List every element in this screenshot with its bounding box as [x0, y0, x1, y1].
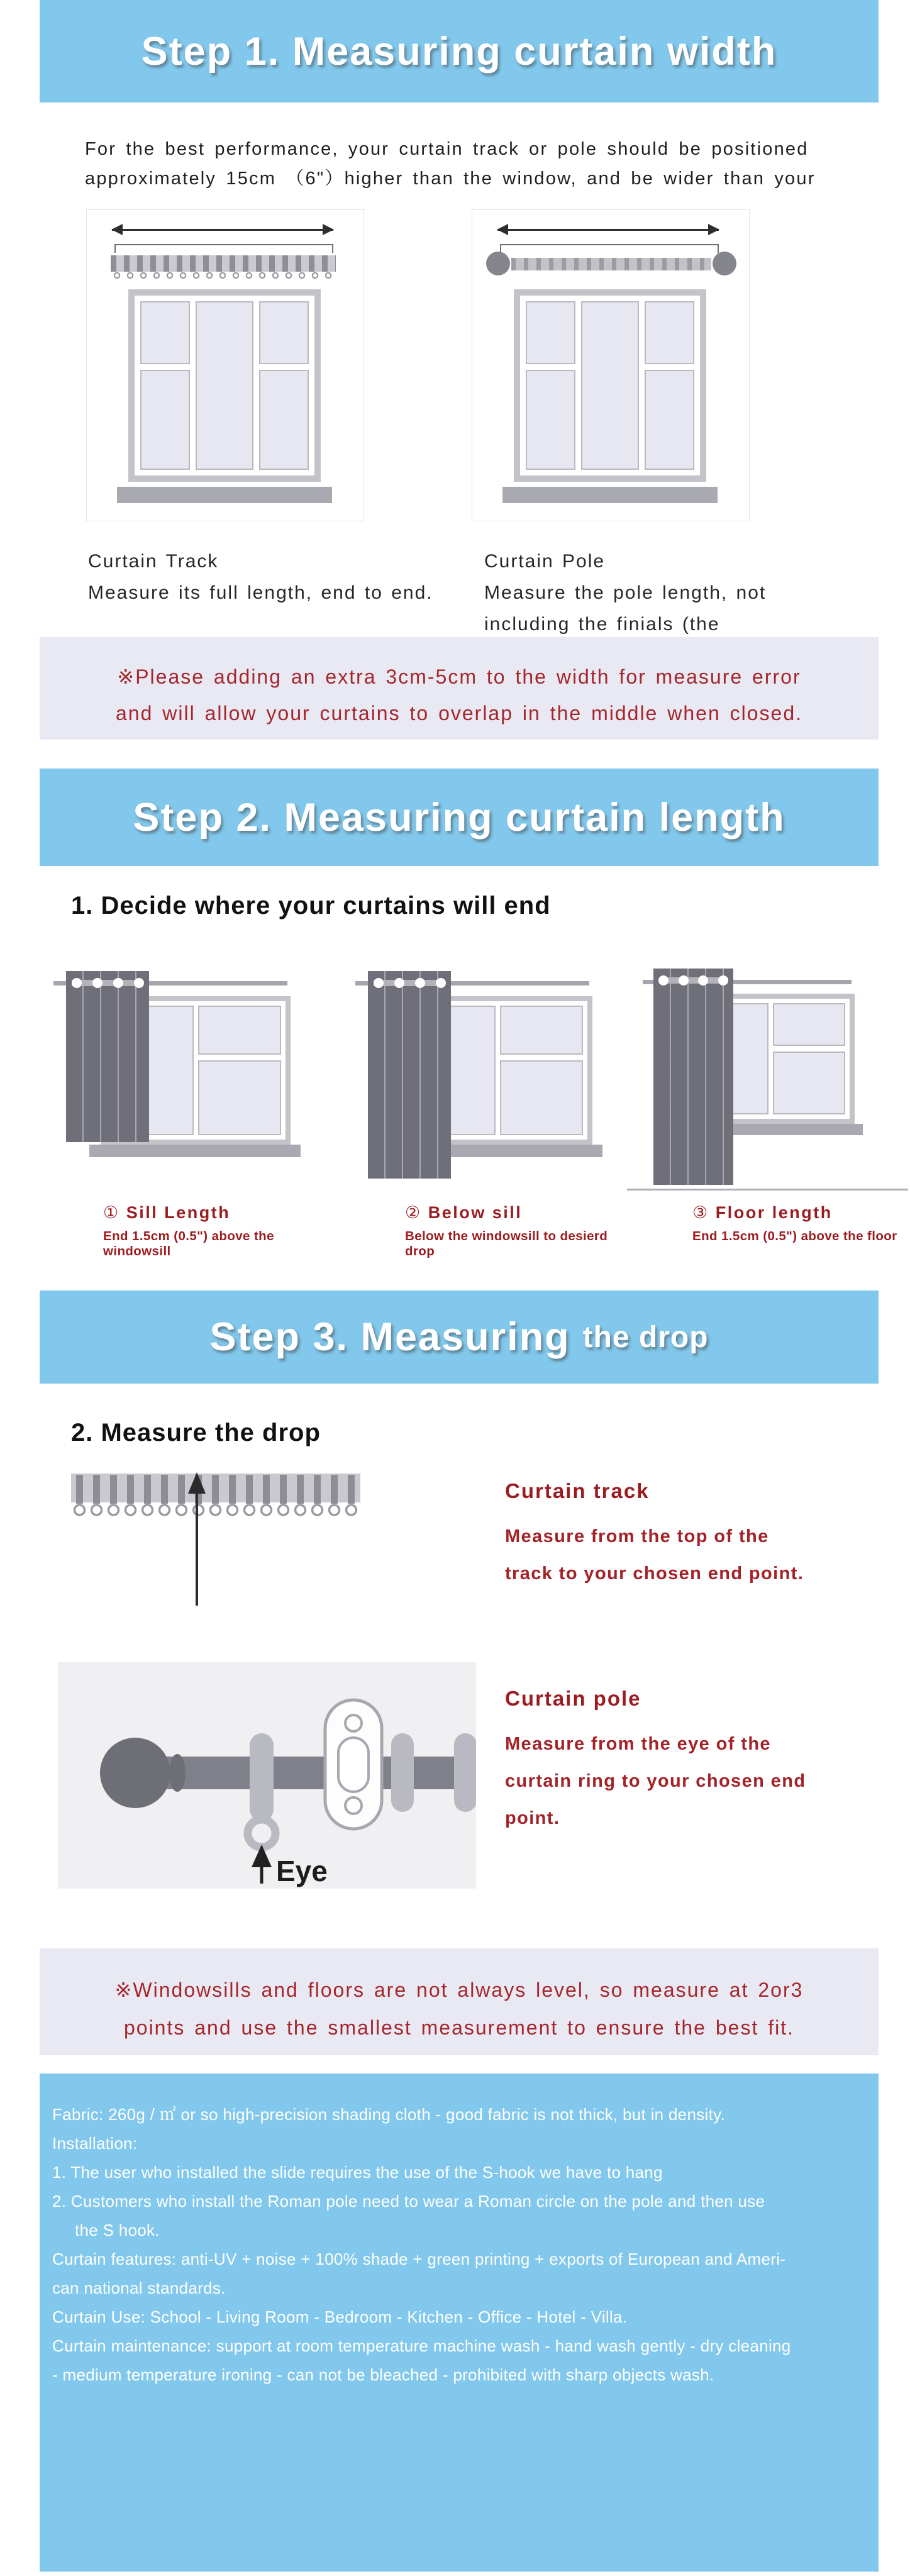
option-floor-length: [627, 943, 910, 1244]
grommet-band: [653, 972, 733, 989]
curtain-track-drop-text: [505, 1479, 804, 1592]
intro-line-1: For the best performance, your curtain track or pole should be positioned: [85, 139, 809, 159]
footer-line: Curtain maintenance: support at room temperature machine wash - hand wash gently - dry cleaning: [52, 2336, 791, 2355]
measure-bracket: [500, 244, 719, 253]
footer-line: the S hook.: [75, 2221, 160, 2240]
step3-banner-title: Step 3. Measuring: [209, 1315, 570, 1359]
curtain-track-caption: [88, 546, 484, 640]
curtain-track-line2: track to your chosen end point.: [505, 1563, 804, 1584]
curtain-pole-line1: Measure from the eye of the: [505, 1734, 771, 1754]
footer-line: 2. Customers who install the Roman pole need to wear a Roman circle on the pole and then use: [52, 2192, 765, 2211]
pole-drop-diagram: [58, 1662, 476, 1889]
curtain-ring: [250, 1733, 274, 1821]
step2-banner: [40, 769, 879, 866]
width-note-line2: and will allow your curtains to overlap in the middle when closed.: [115, 702, 803, 724]
curtain-graphic: [66, 971, 149, 1142]
footer-line: Curtain features: anti-UV + noise + 100% shade + green printing + exports of European and Ameri-: [52, 2250, 786, 2268]
option1-desc: End 1.5cm (0.5") above the windowsill: [103, 1229, 274, 1258]
grommet-band: [368, 975, 451, 991]
footer-line: - medium temperature ironing - can not be bleached - prohibited with sharp objects wash.: [52, 2365, 714, 2384]
curtain-ring: [391, 1733, 414, 1812]
curtain-track-diagram: [86, 209, 364, 521]
curtain-pole-caption-line2: including the finials (the: [484, 614, 720, 635]
level-note-box: [40, 1948, 879, 2055]
curtain-pole-title: Curtain pole: [505, 1687, 641, 1710]
curtain-pole-caption-line1: Measure the pole length, not: [484, 582, 767, 603]
below-sill-diagram: [340, 943, 623, 1192]
step1-intro-text: [85, 135, 816, 194]
product-info-footer: [40, 2074, 879, 2572]
footer-line: Fabric: 260g / ㎡ or so high-precision shading cloth - good fabric is not thick, but in density.: [52, 2105, 725, 2124]
step3-banner: [40, 1291, 879, 1384]
footer-line: Installation:: [52, 2134, 138, 2153]
option3-title: ③ Floor length: [692, 1203, 833, 1222]
floor-line: [627, 1189, 908, 1191]
grommet-band: [66, 975, 149, 991]
step1-captions: [88, 546, 862, 640]
step3-banner-subtitle: the drop: [582, 1320, 709, 1354]
curtain-graphic: [368, 971, 451, 1179]
curtain-pole-caption-title: Curtain Pole: [484, 551, 606, 572]
curtain-pole-caption: [484, 546, 862, 640]
option1-title: ① Sill Length: [103, 1203, 231, 1222]
window-graphic: [128, 289, 321, 482]
windowsill-graphic: [117, 487, 332, 503]
pole-finial-right: [713, 252, 736, 275]
option1-number: ①: [103, 1203, 120, 1222]
pole-finial: [100, 1738, 170, 1808]
step1-banner-title: Step 1. Measuring curtain width: [141, 29, 777, 74]
curtain-pole-line3: point.: [505, 1808, 560, 1828]
curtain-track-caption-line: Measure its full length, end to end.: [88, 582, 433, 603]
windowsill-graphic: [502, 487, 718, 503]
option-sill-length: [38, 943, 321, 1259]
footer-line: 1. The user who installed the slide requires the use of the S-hook we have to hang: [52, 2163, 663, 2182]
option3-desc: End 1.5cm (0.5") above the floor: [692, 1229, 897, 1243]
curtain-track-caption-title: Curtain Track: [88, 551, 219, 572]
width-note-line1: ※Please adding an extra 3cm-5cm to the width for measure error: [117, 665, 801, 688]
option2-title: ② Below sill: [405, 1203, 523, 1222]
pole-finial-left: [486, 252, 510, 275]
intro-line-2: approximately 15cm （6"）higher than the window, and be wider than your: [85, 169, 816, 189]
option3-number: ③: [692, 1203, 709, 1222]
curtain-graphic: [653, 969, 733, 1185]
width-note-box: [40, 637, 879, 740]
curtain-pole-graphic: [511, 258, 711, 270]
curtain-pole-diagram: [472, 209, 750, 521]
step2-heading: 1. Decide where your curtains will end: [71, 892, 551, 919]
step1-banner: [40, 0, 879, 103]
floor-length-diagram: [627, 943, 910, 1192]
measure-bracket: [114, 244, 333, 253]
eye-label: Eye: [276, 1855, 328, 1887]
curtain-track-title: Curtain track: [505, 1479, 650, 1502]
width-arrow-icon: [112, 229, 333, 231]
level-note-line2: points and use the smallest measurement to ensure the best fit.: [123, 2016, 795, 2039]
curtain-pole-line2: curtain ring to your chosen end: [505, 1771, 806, 1791]
curtain-track-line1: Measure from the top of the: [505, 1526, 769, 1546]
step3-heading: 2. Measure the drop: [71, 1419, 321, 1446]
footer-line: Curtain Use: School - Living Room - Bedroom - Kitchen - Office - Hotel - Villa.: [52, 2307, 628, 2326]
window-graphic: [514, 289, 706, 482]
windowsill-graphic: [89, 1145, 301, 1157]
sill-length-diagram: [38, 943, 321, 1192]
option-below-sill: [340, 943, 623, 1259]
option2-desc: Below the windowsill to desierd drop: [405, 1229, 608, 1258]
step2-banner-title: Step 2. Measuring curtain length: [133, 795, 785, 840]
width-arrow-icon: [497, 229, 719, 231]
option2-number: ②: [405, 1203, 422, 1222]
curtain-pole-drop-text: [505, 1687, 806, 1837]
level-note-line1: ※Windowsills and floors are not always level, so measure at 2or3: [114, 1979, 804, 2001]
curtain-ring: [454, 1733, 476, 1812]
footer-line: can national standards.: [52, 2279, 226, 2297]
curtain-track-graphic: [111, 255, 336, 272]
track-drop-diagram: [71, 1468, 389, 1608]
